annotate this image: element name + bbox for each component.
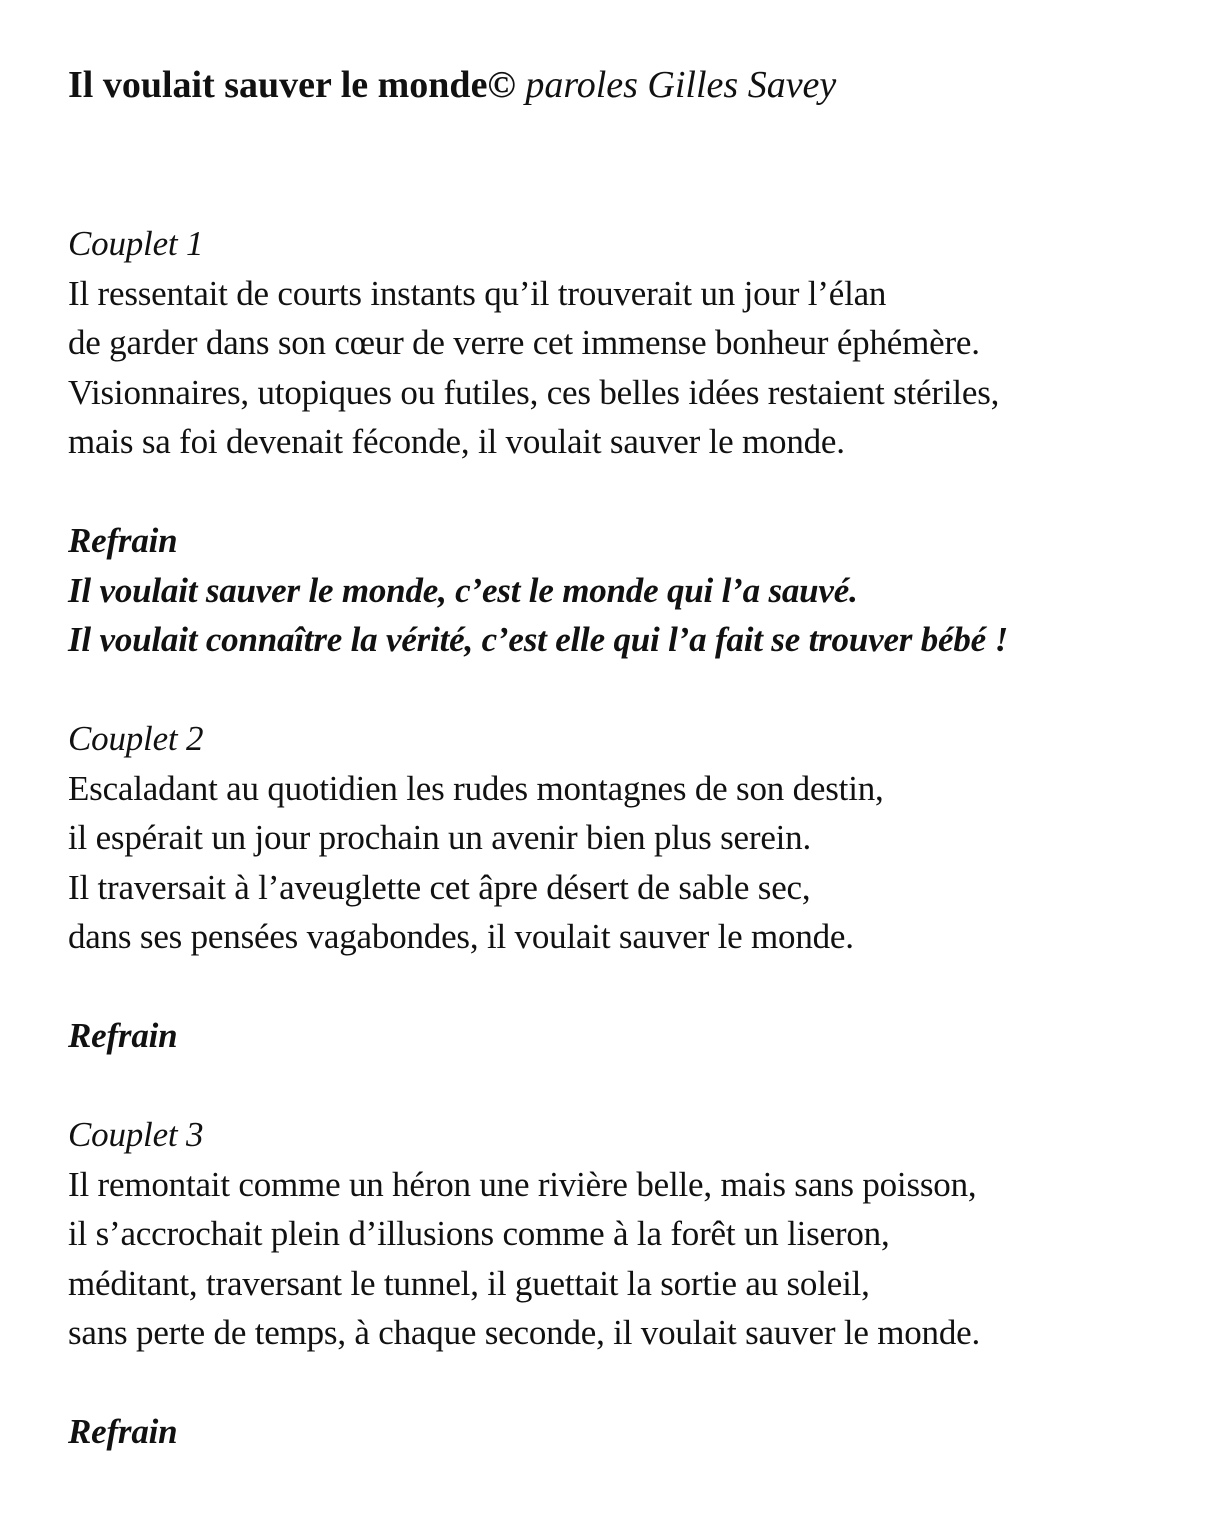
couplet-1 bbox=[68, 219, 1188, 467]
refrain-2 bbox=[68, 1011, 1188, 1061]
couplet-2-line-2: il espérait un jour prochain un avenir bien plus serein. bbox=[68, 818, 812, 857]
couplet-3 bbox=[68, 1110, 1188, 1358]
refrain-line-1: Il voulait sauver le monde, c’est le monde qui l’a sauvé. bbox=[68, 570, 858, 610]
couplet-2-line-4: dans ses pensées vagabondes, il voulait sauver le monde. bbox=[68, 917, 854, 956]
couplet-2-line-1: Escaladant au quotidien les rudes montagnes de son destin, bbox=[68, 768, 884, 808]
couplet-1-line-3: Visionnaires, utopiques ou futiles, ces belles idées restaient stériles, bbox=[68, 372, 1000, 412]
couplet-1-line-2: de garder dans son cœur de verre cet immense bonheur éphémère. bbox=[68, 323, 980, 362]
lyrics-body bbox=[68, 219, 1188, 1457]
stanza-gap bbox=[68, 962, 1188, 1012]
couplet-3-label: Couplet 3 bbox=[68, 1115, 204, 1154]
lyrics-page bbox=[68, 62, 1188, 1457]
stanza-gap bbox=[68, 1358, 1188, 1408]
couplet-3-line-1: Il remontait comme un héron une rivière belle, mais sans poisson, bbox=[68, 1164, 977, 1204]
refrain-3-label: Refrain bbox=[68, 1412, 178, 1451]
stanza-gap bbox=[68, 665, 1188, 715]
stanza-gap bbox=[68, 467, 1188, 517]
stanza-gap bbox=[68, 1061, 1188, 1111]
page-title bbox=[68, 62, 1188, 108]
lyrics-credit: paroles Gilles Savey bbox=[525, 64, 837, 106]
couplet-1-line-1: Il ressentait de courts instants qu’il trouverait un jour l’élan bbox=[68, 273, 887, 313]
couplet-3-line-3: méditant, traversant le tunnel, il guettait la sortie au soleil, bbox=[68, 1263, 870, 1303]
refrain-2-label: Refrain bbox=[68, 1016, 178, 1055]
couplet-2-label: Couplet 2 bbox=[68, 719, 204, 758]
couplet-3-line-2: il s’accrochait plein d’illusions comme à la forêt un liseron, bbox=[68, 1214, 890, 1253]
couplet-1-line-4: mais sa foi devenait féconde, il voulait sauver le monde. bbox=[68, 422, 845, 461]
couplet-3-line-4: sans perte de temps, à chaque seconde, il voulait sauver le monde. bbox=[68, 1313, 981, 1352]
refrain-3 bbox=[68, 1407, 1188, 1457]
couplet-1-label: Couplet 1 bbox=[68, 224, 204, 263]
refrain-1 bbox=[68, 516, 1188, 665]
refrain-1-label: Refrain bbox=[68, 521, 178, 560]
song-title: Il voulait sauver le monde© bbox=[68, 64, 516, 106]
refrain-line-2: Il voulait connaître la vérité, c’est elle qui l’a fait se trouver bébé ! bbox=[68, 620, 1008, 659]
couplet-2 bbox=[68, 714, 1188, 962]
couplet-2-line-3: Il traversait à l’aveuglette cet âpre désert de sable sec, bbox=[68, 867, 811, 907]
